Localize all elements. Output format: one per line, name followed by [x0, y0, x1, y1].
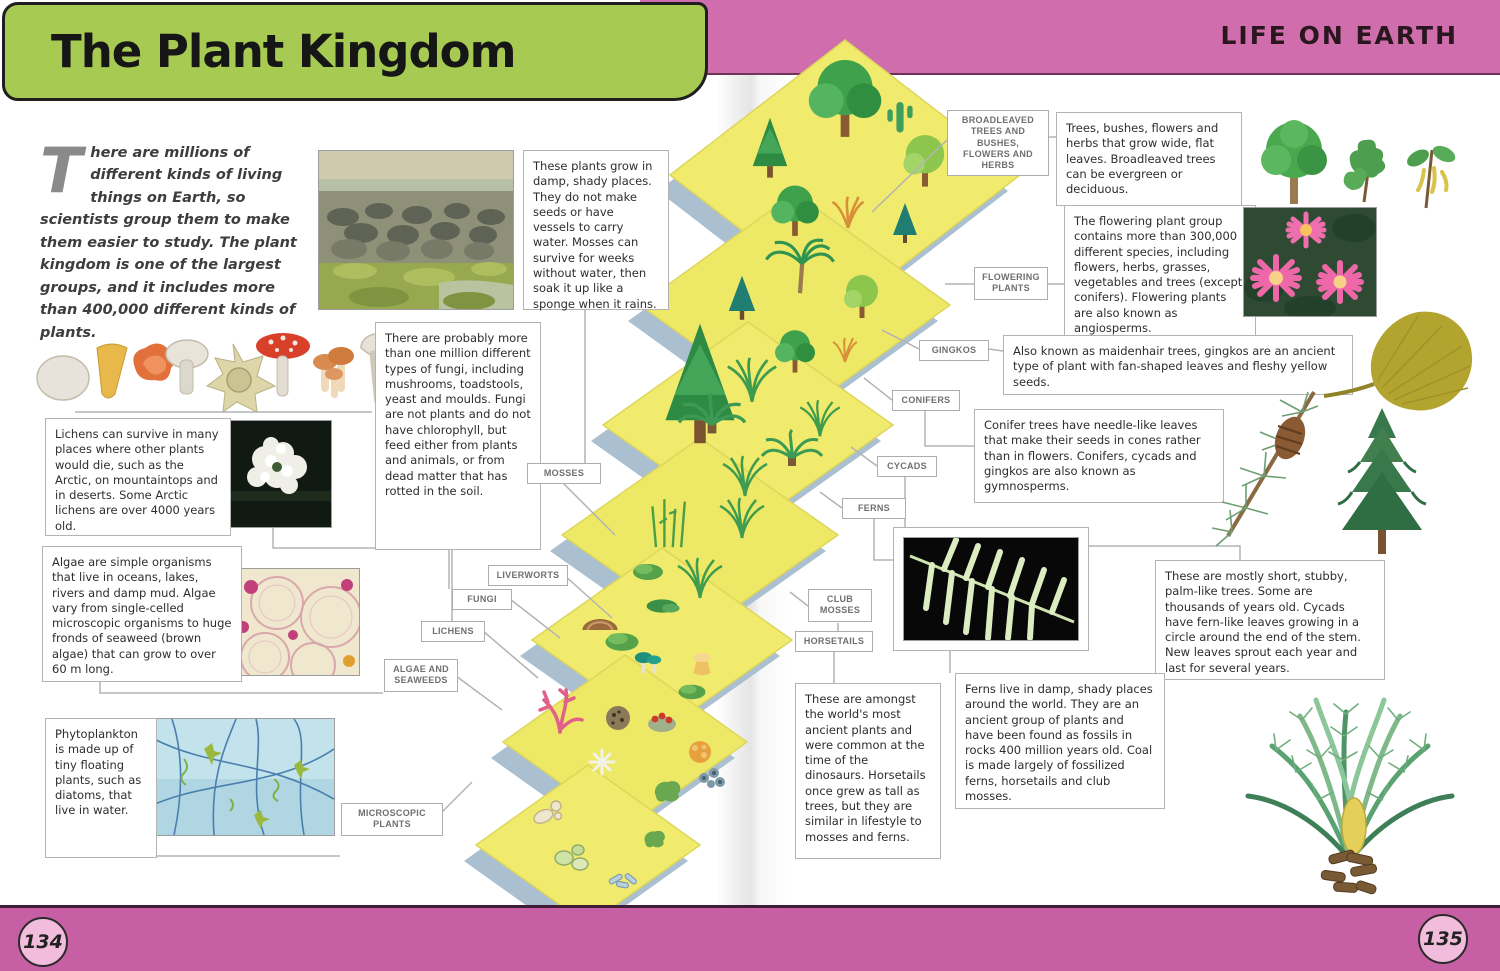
section-title: LIFE ON EARTH — [1220, 21, 1458, 50]
oak-leaf-illustration — [1338, 132, 1392, 208]
club-mosses-label: CLUB MOSSES — [808, 589, 872, 622]
ferns-description: Ferns live in damp, shady places around the world. They are an ancient group of plants and have been found as fossils in rocks 400 million years old. Coal is made largely of fossilized ferns, horsetails and club mosses. — [965, 682, 1153, 803]
cycads-label: CYCADS — [877, 456, 937, 477]
horsetails-description: These are amongst the world's most ancient plants and were common at the time of the dinosaurs. Horsetails once grew as tall as trees, but they are similar in lifestyle to mosses and ferns. — [805, 692, 926, 844]
algae-microscope-photo — [228, 568, 360, 676]
conifers-description-box — [974, 409, 1224, 503]
page-number-left — [18, 917, 68, 967]
moss-shoreline-photo — [318, 150, 514, 310]
broadleaved-description-box — [1056, 112, 1242, 206]
fungi-description-box — [375, 322, 541, 550]
conifers-label: CONIFERS — [892, 390, 960, 411]
intro-paragraph — [40, 134, 312, 344]
spruce-tree-illustration — [1330, 404, 1434, 556]
cycad-illustration — [1224, 650, 1476, 902]
intro-text: here are millions of different kinds of living things on Earth, so scientists group them to make them easier to study. The plant kingdom is one of the largest groups, and it includes more than 400,000 different kinds of plants. — [40, 145, 297, 341]
fern-photo — [903, 537, 1079, 641]
flowering-description: The flowering plant group contains more than 300,000 different species, including flowers, herbs, grasses, vegetables and trees (except conifers). Flowering plants are also known as angiosperms. — [1074, 214, 1243, 335]
page-number-right-value: 135 — [1423, 928, 1463, 950]
gingkos-description: Also known as maidenhair trees, gingkos are an ancient type of plant with fan-shaped leaves and fleshy yellow seeds. — [1013, 344, 1336, 389]
mosses-description-box — [523, 150, 669, 310]
flowering-plants-label: FLOWERING PLANTS — [974, 267, 1048, 300]
catkin-sprig-illustration — [1396, 136, 1460, 212]
mosses-label: MOSSES — [527, 463, 601, 484]
horsetails-label: HORSETAILS — [795, 631, 873, 652]
ferns-description-box — [955, 673, 1165, 809]
mosses-description: These plants grow in damp, shady places. They do not make seeds or have vessels to carry water. Mosses can survive for weeks without water, then soak it up like a sponge when it rains. — [533, 159, 657, 311]
phytoplankton-description-box — [45, 718, 157, 858]
liverworts-label: LIVERWORTS — [488, 565, 568, 586]
conifers-description: Conifer trees have needle-like leaves that make their seeds in cones rather than in flowers. Conifers, cycads and gingkos are also known as gymnosperms. — [984, 418, 1201, 494]
fungi-description: There are probably more than one million different types of fungi, including mushrooms, toadstools, yeast and moulds. Fungi are not plants and do not have chlorophyll, but feed either from plants and animals, or from dead matter that has rotted in the soil. — [385, 331, 531, 498]
page-number-right — [1418, 914, 1468, 964]
intro-dropcap: T — [40, 134, 83, 207]
broadleaved-description: Trees, bushes, flowers and herbs that grow wide, flat leaves. Broadleaved trees can be evergreen or deciduous. — [1066, 121, 1219, 197]
phytoplankton-photo — [143, 718, 335, 836]
lichens-description-box — [45, 418, 231, 536]
cycads-description: These are mostly short, stubby, palm-like trees. Some are thousands of years old. Cycads have fern-like leaves growing in a circle around the end of the stem. New leaves sprout each year and last for several years. — [1165, 569, 1361, 675]
page-title: The Plant Kingdom — [51, 25, 516, 78]
algae-description: Algae are simple organisms that live in oceans, lakes, rivers and damp mud. Algae vary from single-celled microscopic organisms to huge fronds of seaweed (brown algae) that can grow to over 60 m long. — [52, 555, 232, 676]
fungi-illustration-row — [35, 316, 395, 414]
phytoplankton-description: Phytoplankton is made up of tiny floating plants, such as diatoms, that live in water. — [55, 727, 142, 818]
algae-seaweeds-label: ALGAE AND SEAWEEDS — [384, 659, 458, 692]
page-number-left-value: 134 — [23, 931, 63, 953]
ferns-label: FERNS — [842, 498, 906, 519]
footer-bar — [0, 905, 1500, 971]
broadleaved-label: BROADLEAVED TREES AND BUSHES, FLOWERS AND HERBS — [947, 110, 1049, 176]
microscopic-plants-label: MICROSCOPIC PLANTS — [341, 803, 443, 836]
broadleaved-tree-illustration — [1252, 116, 1336, 208]
flowering-description-box — [1064, 205, 1256, 339]
lichens-description: Lichens can survive in many places where other plants would die, such as the Arctic, on mountaintops and in deserts. Some Arctic lichens are over 4000 years old. — [55, 427, 219, 533]
conifer-branch-illustration — [1206, 386, 1336, 554]
algae-description-box — [42, 546, 242, 682]
fern-photo-frame — [893, 527, 1089, 651]
horsetails-description-box — [795, 683, 941, 859]
fungi-label: FUNGI — [452, 589, 512, 610]
lichens-label: LICHENS — [421, 621, 485, 642]
gingkos-label: GINGKOS — [919, 340, 989, 361]
title-banner — [2, 2, 708, 101]
lichen-photo — [218, 420, 332, 528]
